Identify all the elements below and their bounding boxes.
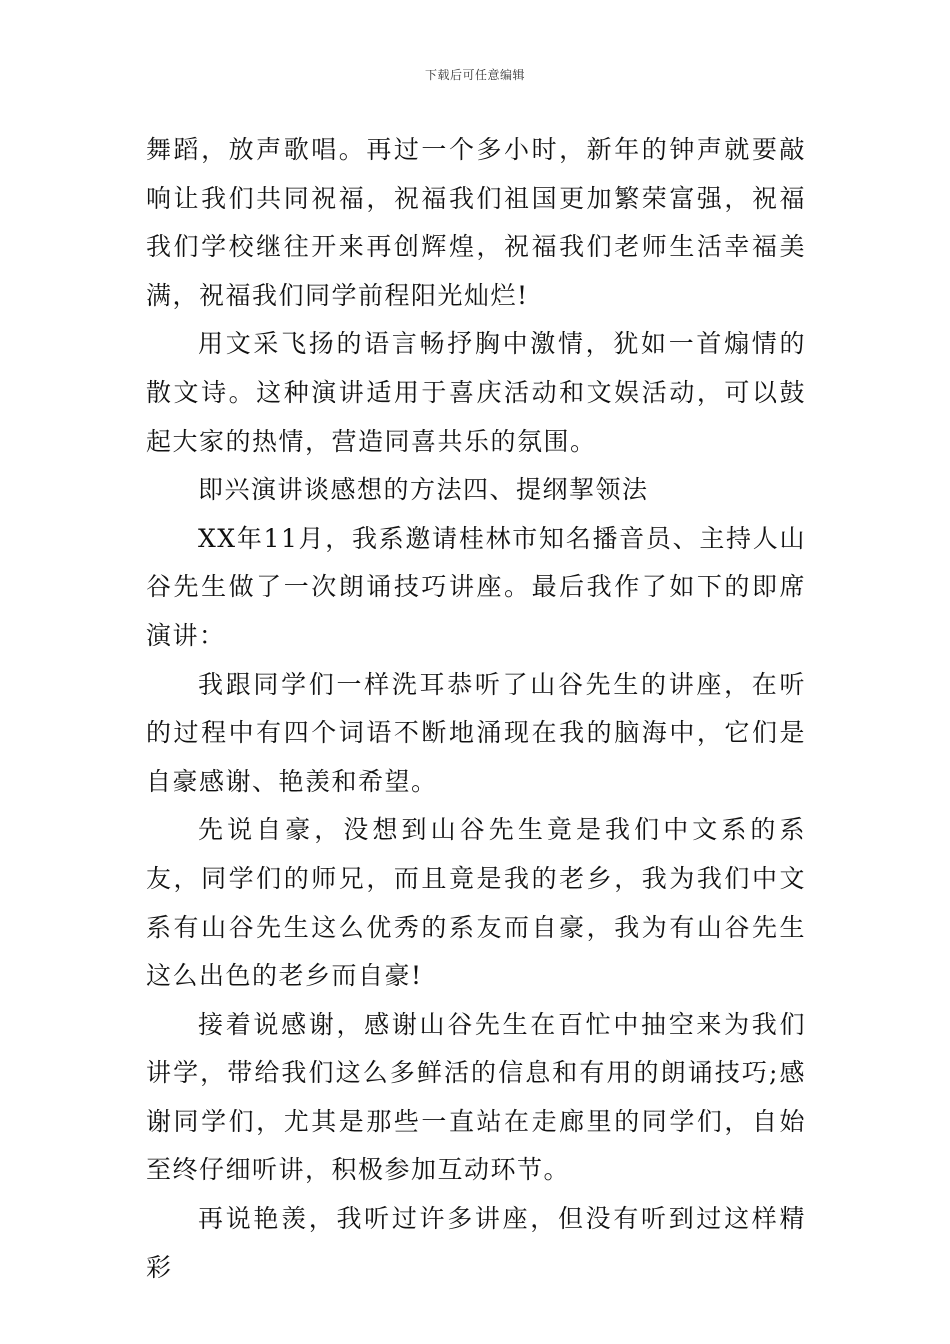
paragraph: XX年11月，我系邀请桂林市知名播音员、主持人山谷先生做了一次朗诵技巧讲座。最后我作了如下的即席演讲： [146, 523, 806, 650]
paragraph: 舞蹈，放声歌唱。再过一个多小时，新年的钟声就要敲响让我们共同祝福，祝福我们祖国更加繁荣富强，祝福我们学校继往开来再创辉煌，祝福我们老师生活幸福美满，祝福我们同学前程阳光灿烂! [146, 135, 806, 310]
section-heading: 即兴演讲谈感想的方法四、提纲挈领法 [198, 475, 649, 505]
page-header: 下载后可任意编辑 [424, 68, 525, 82]
document-body [146, 126, 806, 1292]
paragraph: 再说艳羡，我听过许多讲座，但没有听到过这样精彩 [146, 1204, 806, 1282]
paragraph: 用文采飞扬的语言畅抒胸中激情，犹如一首煽情的散文诗。这种演讲适用于喜庆活动和文娱活动，可以鼓起大家的热情，营造同喜共乐的氛围。 [146, 329, 806, 456]
paragraph: 我跟同学们一样洗耳恭听了山谷先生的讲座，在听的过程中有四个词语不断地涌现在我的脑海中，它们是自豪感谢、艳羡和希望。 [146, 669, 806, 796]
paragraph: 接着说感谢，感谢山谷先生在百忙中抽空来为我们讲学，带给我们这么多鲜活的信息和有用的朗诵技巧;感谢同学们，尤其是那些一直站在走廊里的同学们，自始至终仔细听讲，积极参加互动环节。 [146, 1009, 806, 1185]
paragraph: 先说自豪，没想到山谷先生竟是我们中文系的系友，同学们的师兄，而且竟是我的老乡，我为我们中文系有山谷先生这么优秀的系友而自豪，我为有山谷先生这么出色的老乡而自豪! [146, 815, 806, 991]
